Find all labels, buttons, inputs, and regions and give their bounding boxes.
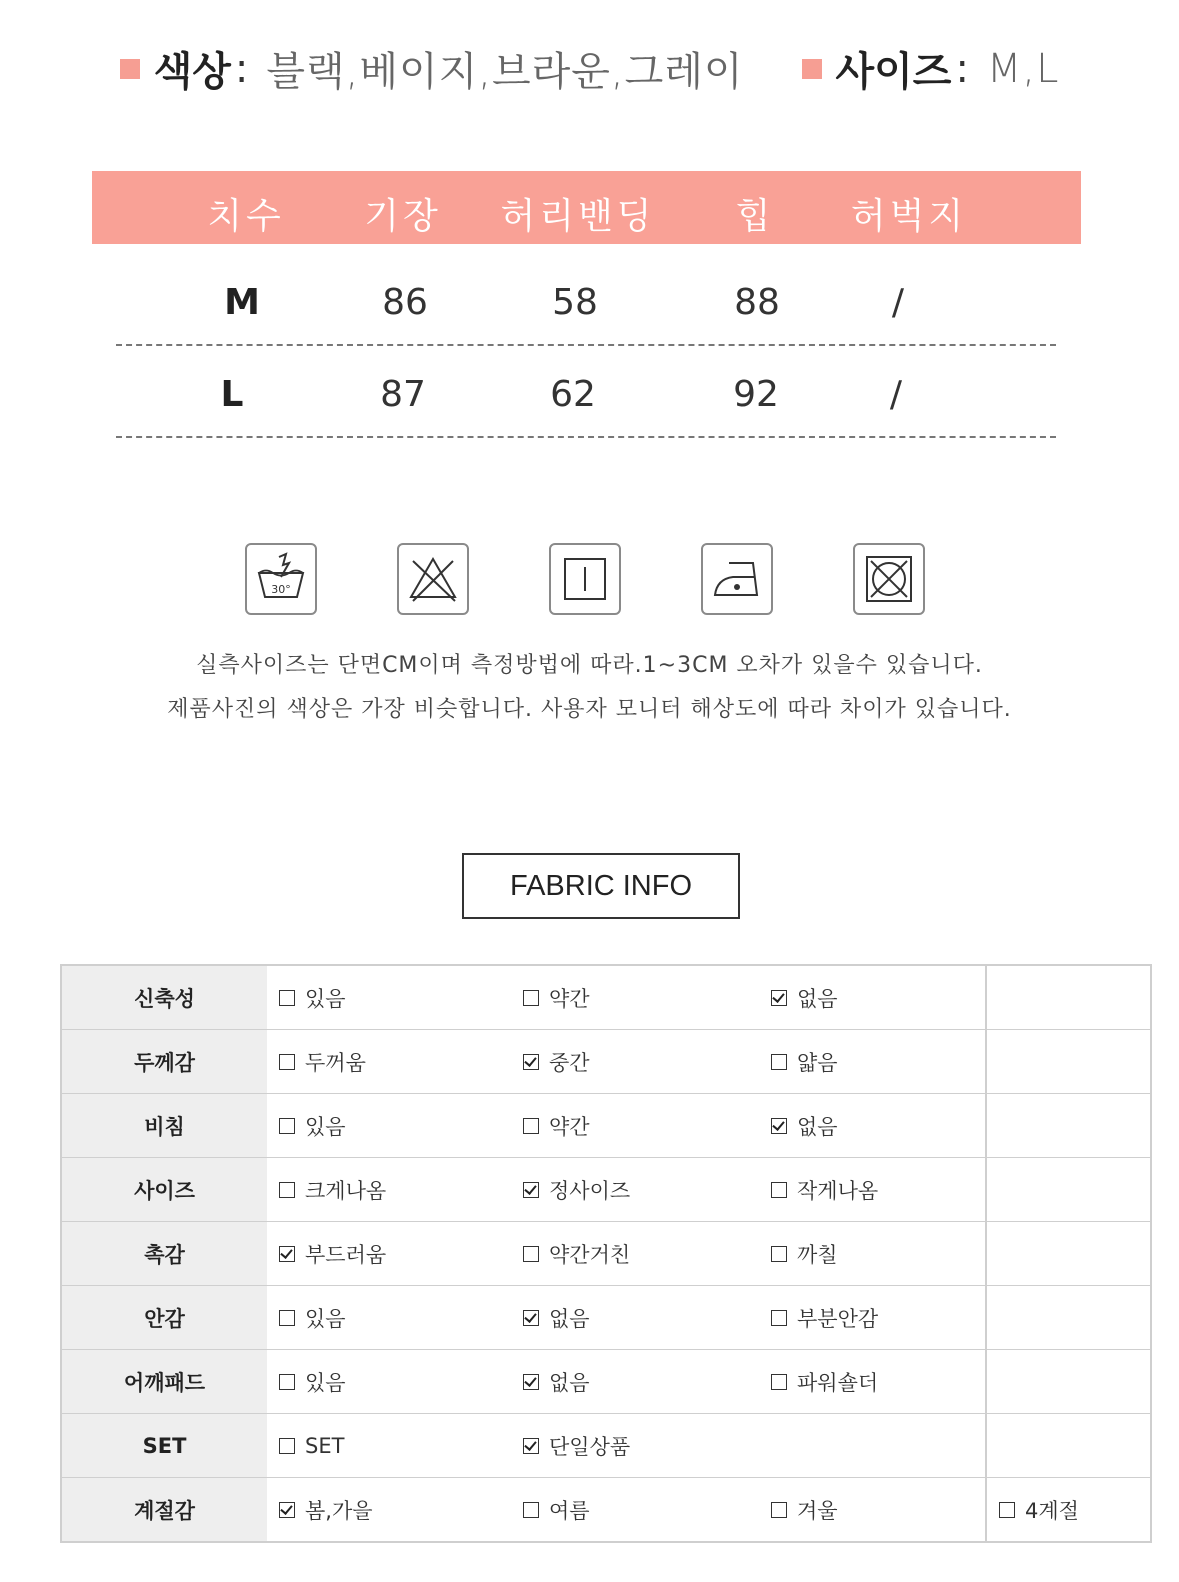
unchecked-box-icon [279,1054,295,1070]
color-value: 블랙,베이지,브라운,그레이 [266,49,744,95]
fabric-option-cell [759,1478,986,1543]
header-length: 기장 [364,196,442,237]
measurement-note: 실측사이즈는 단면CM이며 측정방법에 따라.1~3CM 오차가 있을수 있습니다. [196,653,983,678]
fabric-row-label: 두께감 [61,1030,267,1094]
unchecked-box-icon [771,1246,787,1262]
fabric-option-label: 두꺼움 [305,1050,366,1075]
fabric-row [61,965,1151,1030]
checked-box-icon [279,1502,295,1518]
unchecked-box-icon [771,1374,787,1390]
fabric-row-label: 신축성 [61,965,267,1030]
fabric-option-label: 부분안감 [797,1306,879,1331]
no-bleach-icon [397,543,469,615]
unchecked-box-icon [279,1438,295,1454]
fabric-option-cell [511,1158,759,1222]
fabric-option-cell [267,1030,511,1094]
fabric-option [523,1239,759,1269]
fabric-option [771,1239,985,1269]
checked-box-icon [279,1246,295,1262]
iron-low-icon [701,543,773,615]
row-divider [116,344,1056,346]
fabric-option-cell [511,1478,759,1543]
wash-temp-label: 30° [271,583,291,596]
size-info [802,40,1060,97]
header-waist: 허리밴딩 [500,196,656,237]
no-tumble-dry-icon [853,543,925,615]
fabric-option-label: 얇음 [797,1050,838,1075]
fabric-option-label: 없음 [797,1114,838,1139]
fabric-row [61,1222,1151,1286]
colon: : [234,45,249,92]
fabric-option-cell [986,1030,1151,1094]
fabric-option-cell [511,1222,759,1286]
fabric-option [771,1367,985,1397]
fabric-option-label: 정사이즈 [549,1178,631,1203]
size-value: M,L [986,45,1060,92]
unchecked-box-icon [523,990,539,1006]
fabric-info-title: FABRIC INFO [462,853,740,919]
checked-box-icon [523,1054,539,1070]
fabric-option-cell [511,1414,759,1478]
fabric-row-label: 촉감 [61,1222,267,1286]
fabric-option-cell [759,1350,986,1414]
unchecked-box-icon [523,1118,539,1134]
fabric-option-cell [986,1094,1151,1158]
checked-box-icon [523,1182,539,1198]
color-label: 색상 [153,49,231,95]
fabric-info-table [60,964,1152,1543]
fabric-row [61,1030,1151,1094]
fabric-option-cell [267,1094,511,1158]
unchecked-box-icon [771,1310,787,1326]
fabric-option-cell [986,1478,1151,1543]
fabric-option-label: 약간거친 [549,1242,631,1267]
fabric-option [771,1111,985,1141]
fabric-option [523,1175,759,1205]
fabric-option [279,983,511,1013]
fabric-option [523,1047,759,1077]
fabric-option-label: 있음 [305,1114,346,1139]
unchecked-box-icon [523,1502,539,1518]
size-cell: 88 [734,282,780,323]
fabric-option-cell [267,1414,511,1478]
fabric-option-label: 단일상품 [549,1434,631,1459]
fabric-option [523,1367,759,1397]
unchecked-box-icon [771,1182,787,1198]
fabric-option-label: SET [305,1433,345,1458]
fabric-option-cell [759,1030,986,1094]
fabric-row-label: 계절감 [61,1478,267,1543]
size-cell: / [889,374,903,415]
size-label: 사이즈 [835,49,952,95]
fabric-option [523,983,759,1013]
size-cell: 92 [733,374,779,415]
fabric-option [771,983,985,1013]
product-info-line [0,40,1179,97]
fabric-option-label: 크게나옴 [305,1178,387,1203]
fabric-option-cell [267,1350,511,1414]
wash-30-icon [245,543,317,615]
fabric-option-cell [986,1350,1151,1414]
bullet-square-icon [120,59,140,79]
fabric-option-label: 약간 [549,986,590,1011]
fabric-row [61,1094,1151,1158]
fabric-option-label: 겨울 [797,1498,838,1523]
fabric-option-cell [986,1286,1151,1350]
fabric-option-label: 작게나옴 [797,1178,879,1203]
size-row-label: L [220,374,244,415]
fabric-option-cell [511,1030,759,1094]
checked-box-icon [771,1118,787,1134]
fabric-row-label: 비침 [61,1094,267,1158]
size-row-l [0,374,1179,434]
unchecked-box-icon [279,1118,295,1134]
size-row-label: M [224,282,260,323]
unchecked-box-icon [279,1374,295,1390]
checked-box-icon [523,1374,539,1390]
fabric-option-cell [511,1286,759,1350]
fabric-option-label: 약간 [549,1114,590,1139]
fabric-option-label: 없음 [549,1370,590,1395]
fabric-option [279,1239,511,1269]
fabric-option-label: 있음 [305,1306,346,1331]
fabric-option-cell [759,965,986,1030]
row-divider [116,436,1056,438]
fabric-option-label: 4계절 [1025,1498,1079,1523]
fabric-option [771,1175,985,1205]
fabric-option [279,1303,511,1333]
color-note: 제품사진의 색상은 가장 비슷합니다. 사용자 모니터 해상도에 따라 차이가 있습니다. [167,697,1012,722]
size-cell: 86 [382,282,428,323]
fabric-option-cell [511,1350,759,1414]
fabric-row-label: SET [61,1414,267,1478]
fabric-option-label: 파워숄더 [797,1370,879,1395]
unchecked-box-icon [279,1310,295,1326]
fabric-option-cell [511,965,759,1030]
fabric-option-cell [267,965,511,1030]
header-size: 치수 [207,196,285,237]
fabric-option-label: 여름 [549,1498,590,1523]
header-thigh: 허벅지 [850,196,968,237]
header-hip: 힙 [735,196,775,237]
fabric-row-label: 사이즈 [61,1158,267,1222]
fabric-option-cell [986,965,1151,1030]
unchecked-box-icon [523,1246,539,1262]
fabric-option-cell [986,1222,1151,1286]
fabric-option-cell [267,1286,511,1350]
checked-box-icon [771,990,787,1006]
fabric-option [279,1367,511,1397]
bullet-square-icon [802,59,822,79]
fabric-option [523,1495,759,1525]
fabric-option [771,1047,985,1077]
fabric-option-cell [759,1414,986,1478]
size-row-m [0,282,1179,342]
fabric-option-label: 없음 [549,1306,590,1331]
size-cell: 62 [550,374,596,415]
size-cell: / [891,282,905,323]
fabric-option-cell [759,1286,986,1350]
fabric-option-label: 까칠 [797,1242,838,1267]
fabric-option [523,1431,759,1461]
fabric-option [279,1047,511,1077]
fabric-option [279,1495,511,1525]
fabric-option [279,1434,511,1458]
fabric-option [771,1303,985,1333]
size-cell: 58 [552,282,598,323]
fabric-option-label: 봄,가을 [305,1498,373,1523]
fabric-option [279,1175,511,1205]
checked-box-icon [523,1438,539,1454]
fabric-option-label: 중간 [549,1050,590,1075]
fabric-option-label: 없음 [797,986,838,1011]
fabric-row-label: 어깨패드 [61,1350,267,1414]
fabric-option-cell [511,1094,759,1158]
fabric-option-cell [267,1478,511,1543]
fabric-option-cell [986,1414,1151,1478]
fabric-option-cell [267,1222,511,1286]
color-info [120,40,744,97]
unchecked-box-icon [279,990,295,1006]
fabric-row [61,1414,1151,1478]
checked-box-icon [523,1310,539,1326]
fabric-option-cell [759,1158,986,1222]
fabric-option-label: 있음 [305,1370,346,1395]
fabric-option-label: 부드러움 [305,1242,387,1267]
fabric-option-cell [267,1158,511,1222]
fabric-option-cell [759,1094,986,1158]
unchecked-box-icon [771,1502,787,1518]
unchecked-box-icon [999,1502,1015,1518]
fabric-option-label: 있음 [305,986,346,1011]
size-cell: 87 [380,374,426,415]
fabric-option [999,1495,1150,1525]
fabric-option-cell [986,1158,1151,1222]
fabric-row-label: 안감 [61,1286,267,1350]
size-table-header [92,171,1081,244]
unchecked-box-icon [771,1054,787,1070]
dry-flat-icon [549,543,621,615]
unchecked-box-icon [279,1182,295,1198]
fabric-option [523,1303,759,1333]
fabric-option [523,1111,759,1141]
fabric-row [61,1350,1151,1414]
fabric-option [279,1111,511,1141]
fabric-row [61,1286,1151,1350]
colon: : [955,45,969,92]
fabric-option-cell [759,1222,986,1286]
fabric-option [771,1495,985,1525]
fabric-row [61,1158,1151,1222]
fabric-row [61,1478,1151,1543]
